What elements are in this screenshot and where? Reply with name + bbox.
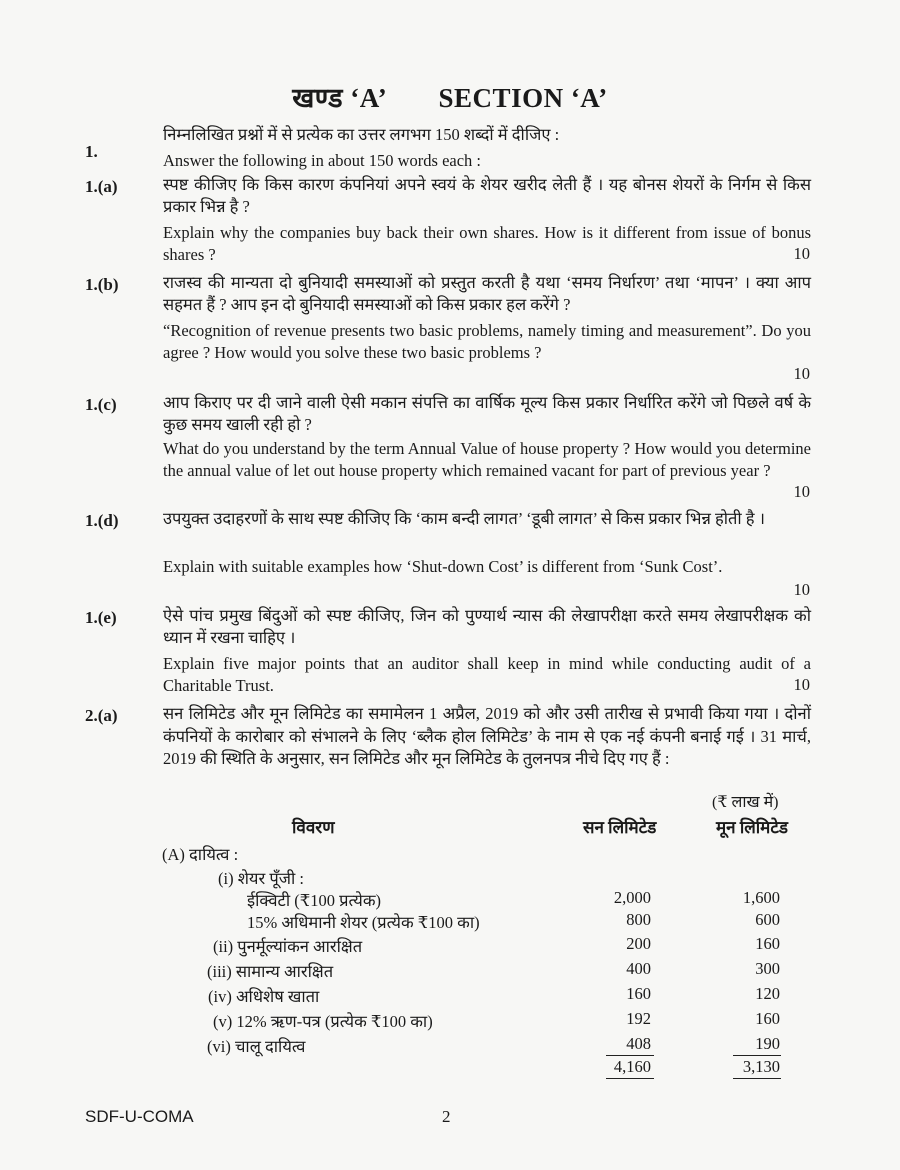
table-cell-sun: 408 <box>626 1034 651 1053</box>
table-cell-moon: 600 <box>755 910 780 929</box>
question-text-english: Explain five major points that an auditor shall keep in mind while conducting audit of a Charitable Trust. <box>163 654 811 695</box>
question-text-english: Answer the following in about 150 words each : <box>163 151 482 170</box>
table-row-label: 15% अधिमानी शेयर (प्रत्येक ₹100 का) <box>247 913 480 932</box>
question-text-english: Explain with suitable examples how ‘Shut-down Cost’ is different from ‘Sunk Cost’. <box>163 557 723 576</box>
question-number: 1.(d) <box>85 511 119 530</box>
question-number: 1.(b) <box>85 275 119 294</box>
table-total-sun: 4,160 <box>613 1057 651 1076</box>
total-underline-sun <box>606 1078 654 1079</box>
table-cell-sun: 2,000 <box>613 888 651 907</box>
table-cell-moon: 1,600 <box>742 888 780 907</box>
table-cell-moon: 300 <box>755 959 780 978</box>
question-number: 2.(a) <box>85 706 118 725</box>
marks: 10 <box>793 675 810 694</box>
question-number: 1.(a) <box>85 177 118 196</box>
table-header-moon: मून लिमिटेड <box>716 818 789 837</box>
total-rule-moon <box>733 1055 781 1056</box>
table-cell-sun: 800 <box>626 910 651 929</box>
table-cell-moon: 160 <box>755 934 780 953</box>
section-heading <box>0 78 900 115</box>
table-section-label: (A) दायित्व : <box>162 845 239 864</box>
total-rule-sun <box>606 1055 654 1056</box>
question-number: 1.(c) <box>85 395 117 414</box>
table-unit: (₹ लाख में) <box>712 794 779 811</box>
marks: 10 <box>793 482 810 501</box>
question-number: 1.(e) <box>85 608 117 627</box>
marks: 10 <box>793 364 810 383</box>
question-text-hindi: स्पष्ट कीजिए कि किस कारण कंपनियां अपने स्वयं के शेयर खरीद लेती हैं । यह बोनस शेयरों के निर्गम से किस प्रकार भिन्न है ? <box>163 175 811 216</box>
question-text-english: Explain why the companies buy back their own shares. How is it different from issue of bonus shares ? <box>163 223 811 264</box>
question-number: 1. <box>85 142 98 161</box>
table-row-label: (iii) सामान्य आरक्षित <box>207 962 334 981</box>
question-text-hindi: निम्नलिखित प्रश्नों में से प्रत्येक का उत्तर लगभग 150 शब्दों में दीजिए : <box>163 125 560 144</box>
question-text-hindi: ऐसे पांच प्रमुख बिंदुओं को स्पष्ट कीजिए, जिन को पुण्यार्थ न्यास की लेखापरीक्षा करते समय लेखापरीक्षक को ध्यान में रखना चाहिए । <box>163 606 811 647</box>
question-text-hindi: आप किराए पर दी जाने वाली ऐसी मकान संपत्ति का वार्षिक मूल्य किस प्रकार निर्धारित करेंगे जो पिछले वर्ष के कुछ समय खाली रही हो ? <box>163 393 811 434</box>
question-text-hindi: राजस्व की मान्यता दो बुनियादी समस्याओं को प्रस्तुत करती है यथा ‘समय निर्धारण’ तथा ‘मापन’ । क्या आप सहमत हैं ? आप इन दो बुनियादी समस्याओं को किस प्रकार हल करेंगे ? <box>163 273 811 314</box>
table-row-label: (vi) चालू दायित्व <box>207 1037 306 1056</box>
table-row-label: (ii) पुनर्मूल्यांकन आरक्षित <box>213 937 363 956</box>
table-cell-sun: 160 <box>626 984 651 1003</box>
total-underline-moon <box>733 1078 781 1079</box>
question-text-hindi: उपयुक्त उदाहरणों के साथ स्पष्ट कीजिए कि ‘काम बन्दी लागत’ ‘डूबी लागत’ से किस प्रकार भिन्न होती है । <box>163 509 765 528</box>
question-text-hindi: सन लिमिटेड और मून लिमिटेड का समामेलन 1 अप्रैल, 2019 को और उसी तारीख से प्रभावी किया गया । दोनों कंपनियों के कारोबार को संभालने के लिए ‘ब्लैक होल लिमिटेड’ के नाम से एक नई कंपनी बनाई गई । 31 मार्च, 2019 की स्थिति के अनुसार, सन लिमिटेड और मून लिमिटेड के तुलनपत्र नीचे दिए गए हैं : <box>163 704 811 768</box>
table-row-label: (v) 12% ऋण-पत्र (प्रत्येक ₹100 का) <box>213 1012 433 1031</box>
question-text-english: What do you understand by the term Annual Value of house property ? How would you determine the annual value of let out house property which remained vacant for part of previous year ? <box>163 439 811 480</box>
table-row-label: ईक्विटी (₹100 प्रत्येक) <box>247 891 382 910</box>
table-total-moon: 3,130 <box>742 1057 780 1076</box>
table-cell-sun: 200 <box>626 934 651 953</box>
table-cell-moon: 190 <box>755 1034 780 1053</box>
table-cell-sun: 400 <box>626 959 651 978</box>
table-header-particulars: विवरण <box>292 818 335 837</box>
section-heading-english: SECTION ‘A’ <box>438 83 608 113</box>
table-cell-moon: 160 <box>755 1009 780 1028</box>
question-text-english: “Recognition of revenue presents two basic problems, namely timing and measurement”. Do you agree ? How would you solve these two basic problems ? <box>163 321 811 362</box>
paper-code: SDF-U-COMA <box>85 1107 194 1126</box>
section-heading-hindi: खण्ड ‘A’ <box>292 83 388 113</box>
table-row-label: (iv) अधिशेष खाता <box>208 987 320 1006</box>
table-cell-sun: 192 <box>626 1009 651 1028</box>
table-row-label: (i) शेयर पूँजी : <box>218 869 304 888</box>
marks: 10 <box>793 244 810 263</box>
marks: 10 <box>793 580 810 599</box>
table-header-sun: सन लिमिटेड <box>583 818 657 837</box>
table-cell-moon: 120 <box>755 984 780 1003</box>
page-number: 2 <box>442 1107 451 1126</box>
